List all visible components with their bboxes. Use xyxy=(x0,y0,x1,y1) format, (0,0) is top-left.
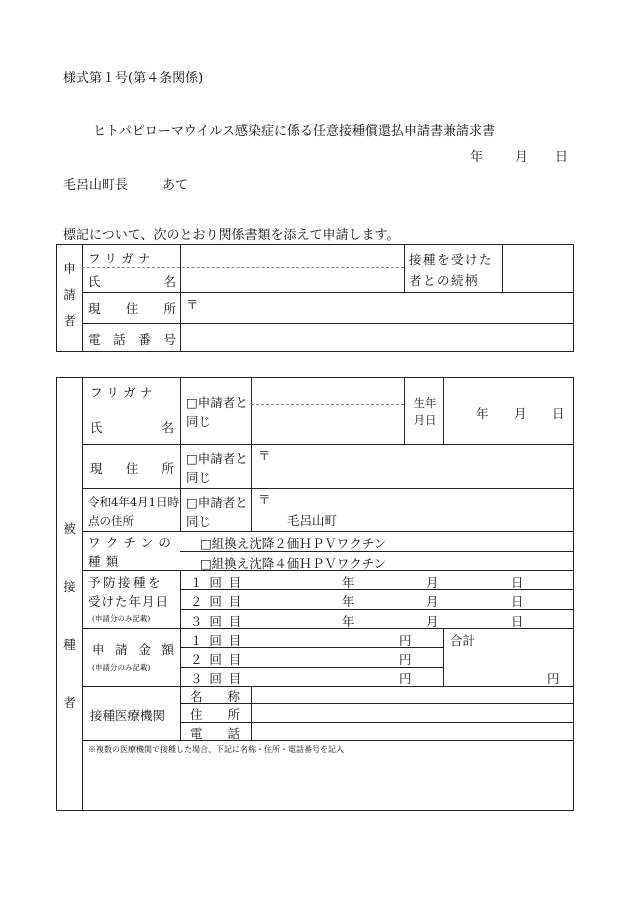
recipient-furigana-label: フリガナ xyxy=(90,385,157,400)
applicant-relation-input[interactable] xyxy=(503,245,573,292)
recipient-name-same-checkbox[interactable]: □申請者と同じ xyxy=(186,395,248,429)
applicant-section-label: 申 請 者 xyxy=(63,261,76,328)
date-year-label: 年 xyxy=(470,150,484,165)
honorific: あて xyxy=(162,178,189,193)
recipient-furigana-input[interactable] xyxy=(252,378,404,404)
recipient-name-label: 氏名 xyxy=(90,420,174,435)
amount-dose-1-label: １回目 xyxy=(190,633,249,648)
clinic-address-input[interactable] xyxy=(252,704,572,722)
vaccine-option-4valent[interactable]: □組換え沈降４価ＨＰＶワクチン xyxy=(200,556,387,571)
dose-2-day-label: 日 xyxy=(511,594,524,609)
amount-note: (申請分のみ記載) xyxy=(92,663,151,672)
page-title: ヒトパピローマウイルス感染症に係る任意接種償還払申請書兼請求書 xyxy=(93,124,495,139)
date-day-label: 日 xyxy=(555,150,569,165)
clinic-name-input[interactable] xyxy=(252,687,572,703)
addressee: 毛呂山町長 xyxy=(63,178,129,193)
form-number: 様式第１号(第４条関係) xyxy=(63,71,204,86)
vaccine-option-2valent[interactable]: □組換え沈降２価ＨＰＶワクチン xyxy=(200,536,387,551)
applicant-phone-label: 電話番号 xyxy=(88,332,176,347)
applicant-name-input[interactable] xyxy=(181,268,403,292)
clinic-phone-input[interactable] xyxy=(252,723,572,740)
dose-2-year-label: 年 xyxy=(342,594,355,609)
recipient-address-label: 現住所 xyxy=(90,461,174,476)
birth-date-label: 生年月日 xyxy=(413,396,437,427)
clinic-phone-label: 電話 xyxy=(190,726,240,741)
clinic-footnote: ※複数の医療機関で接種した場合、下記に名称・住所・電話番号を記入 xyxy=(88,745,344,754)
dose-1-year-label: 年 xyxy=(342,575,355,590)
applicant-relation-label: 接種を受けた者との続柄 xyxy=(409,252,494,288)
recipient-address-same-checkbox[interactable]: □申請者と同じ xyxy=(186,451,248,485)
dose-3-label: ３回目 xyxy=(190,614,249,629)
recipient-name-input[interactable] xyxy=(252,405,404,444)
dose-3-day-label: 日 xyxy=(511,614,524,629)
birth-month-label: 月 xyxy=(514,406,527,421)
applicant-phone-input[interactable] xyxy=(181,324,573,351)
amount-dose-3-label: ３回目 xyxy=(190,671,249,686)
applicant-postal-mark: 〒 xyxy=(186,297,199,312)
recipient-section-label: 被 接 種 者 xyxy=(63,521,76,710)
clinic-label: 接種医療機関 xyxy=(90,708,166,723)
applicant-address-label: 現住所 xyxy=(88,301,176,316)
recipient-address-input[interactable] xyxy=(272,445,572,488)
applicant-address-input[interactable] xyxy=(200,293,573,323)
dose-2-month-label: 月 xyxy=(426,594,439,609)
vaccination-date-note: (申請分のみ記載) xyxy=(92,614,151,623)
amount-dose-1-yen: 円 xyxy=(399,633,412,648)
dose-1-month-label: 月 xyxy=(426,575,439,590)
dose-3-month-label: 月 xyxy=(426,614,439,629)
birth-year-label: 年 xyxy=(476,406,489,421)
dose-1-day-label: 日 xyxy=(511,575,524,590)
dose-2-label: ２回目 xyxy=(190,594,249,609)
vaccine-type-label: ワクチンの種類 xyxy=(88,535,177,569)
recipient-town-name: 毛呂山町 xyxy=(287,513,338,528)
recipient-address-r4-label: 令和4年4月1日時点の住所 xyxy=(88,495,179,528)
applicant-name-label: 氏名 xyxy=(88,274,176,289)
birth-day-label: 日 xyxy=(552,406,565,421)
clinic-address-label: 住所 xyxy=(190,707,240,722)
date-month-label: 月 xyxy=(515,150,529,165)
additional-clinics-area[interactable] xyxy=(83,758,573,810)
recipient-address-r4-same-checkbox[interactable]: □申請者と同じ xyxy=(186,495,248,529)
vaccination-date-label-2: 受けた年月日 xyxy=(88,594,170,609)
amount-label: 申請金額 xyxy=(92,642,174,657)
recipient-r4-postal-mark: 〒 xyxy=(258,492,271,507)
recipient-postal-mark: 〒 xyxy=(258,448,271,463)
amount-dose-2-label: ２回目 xyxy=(190,652,249,667)
applicant-furigana-label: フリガナ xyxy=(88,251,155,266)
dose-3-year-label: 年 xyxy=(342,614,355,629)
vaccination-date-label: 予防接種を xyxy=(88,575,164,590)
clinic-name-label: 名称 xyxy=(190,689,240,704)
dose-1-label: １回目 xyxy=(190,575,249,590)
amount-dose-3-yen: 円 xyxy=(399,671,412,686)
amount-total-yen: 円 xyxy=(547,671,560,686)
intro-text: 標記について、次のとおり関係書類を添えて申請します。 xyxy=(63,228,400,243)
amount-total-label: 合計 xyxy=(450,633,476,648)
applicant-furigana-input[interactable] xyxy=(181,245,403,267)
amount-dose-2-yen: 円 xyxy=(399,652,412,667)
